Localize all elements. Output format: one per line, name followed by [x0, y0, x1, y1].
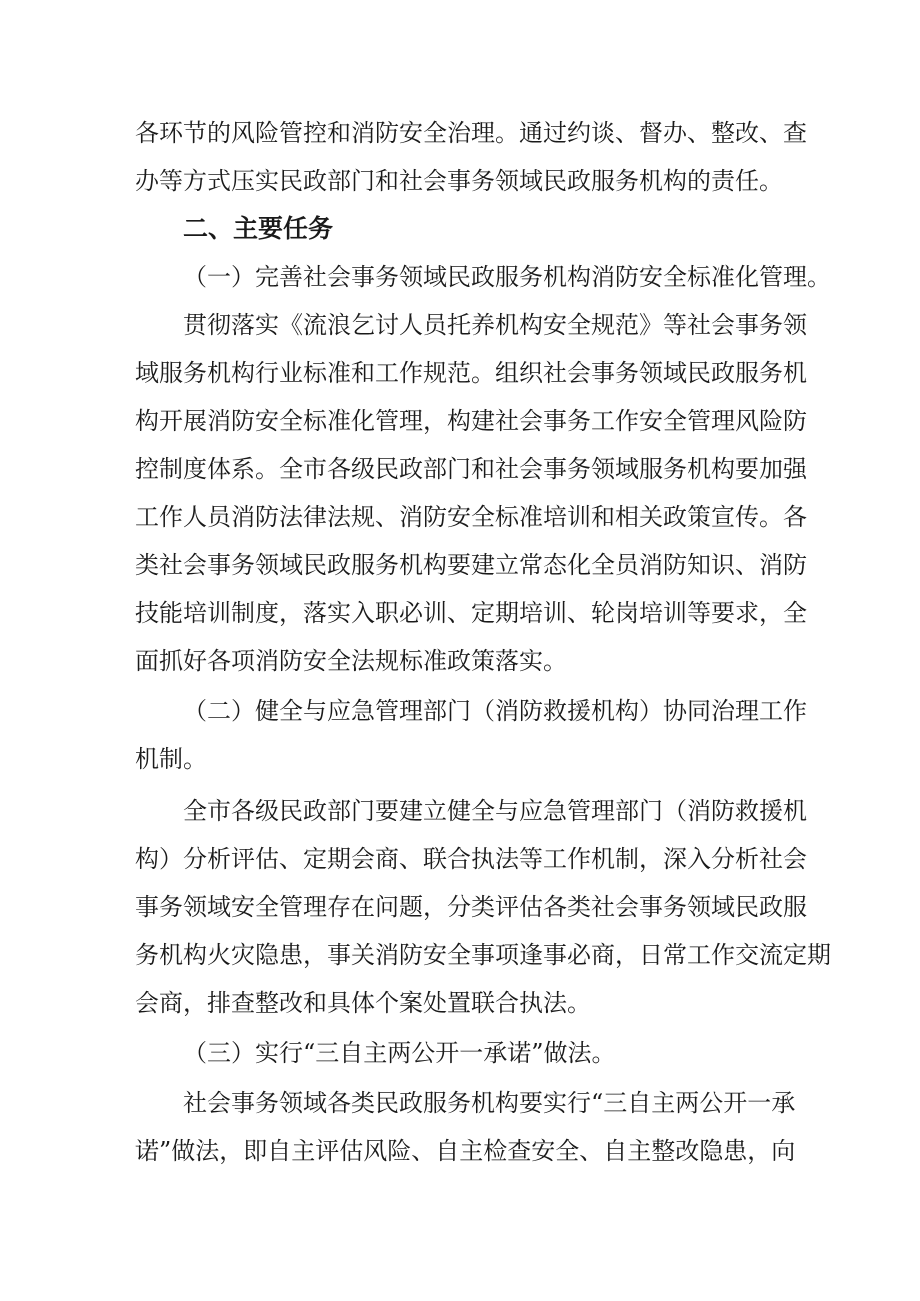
paragraph-1-line-2: 域服务机构行业标准和工作规范。组织社会事务领域民政服务机: [135, 359, 807, 387]
paragraph-1-line-8: 面抓好各项消防安全法规标准政策落实。: [135, 647, 567, 675]
paragraph-2-line-4: 务机构火灾隐患，事关消防安全事项逢事必商，日常工作交流定期: [135, 941, 831, 969]
paragraph-1-line-7: 技能培训制度，落实入职必训、定期培训、轮岗培训等要求，全: [135, 599, 807, 627]
subsection-2-title-line-1: （二）健全与应急管理部门（消防救援机构）协同治理工作: [183, 697, 807, 725]
paragraph-2-line-5: 会商，排查整改和具体个案处置联合执法。: [135, 989, 591, 1017]
paragraph-1-line-5: 工作人员消防法律法规、消防安全标准培训和相关政策宣传。各: [135, 503, 807, 531]
subsection-2-title-line-2: 机制。: [135, 745, 207, 773]
paragraph-2-line-1: 全市各级民政部门要建立健全与应急管理部门（消防救援机: [183, 797, 807, 825]
paragraph-1-line-3: 构开展消防安全标准化管理，构建社会事务工作安全管理风险防: [135, 407, 807, 435]
intro-line-2: 办等方式压实民政部门和社会事务领域民政服务机构的责任。: [135, 167, 783, 195]
subsection-3-title: （三）实行“三自主两公开一承诺”做法。: [183, 1039, 616, 1067]
section-heading: 二、主要任务: [183, 214, 334, 243]
paragraph-1-line-1: 贯彻落实《流浪乞讨人员托养机构安全规范》等社会事务领: [183, 311, 807, 339]
paragraph-2-line-3: 事务领域安全管理存在问题，分类评估各类社会事务领域民政服: [135, 893, 807, 921]
paragraph-3-line-2: 诺”做法，即自主评估风险、自主检查安全、自主整改隐患，向: [135, 1137, 796, 1165]
paragraph-2-line-2: 构）分析评估、定期会商、联合执法等工作机制，深入分析社会: [135, 845, 807, 873]
intro-line-1: 各环节的风险管控和消防安全治理。通过约谈、督办、整改、查: [135, 119, 807, 147]
subsection-1-title: （一）完善社会事务领域民政服务机构消防安全标准化管理。: [183, 263, 831, 291]
paragraph-1-line-6: 类社会事务领域民政服务机构要建立常态化全员消防知识、消防: [135, 551, 807, 579]
paragraph-3-line-1: 社会事务领域各类民政服务机构要实行“三自主两公开一承: [183, 1089, 796, 1117]
paragraph-1-line-4: 控制度体系。全市各级民政部门和社会事务领域服务机构要加强: [135, 455, 807, 483]
